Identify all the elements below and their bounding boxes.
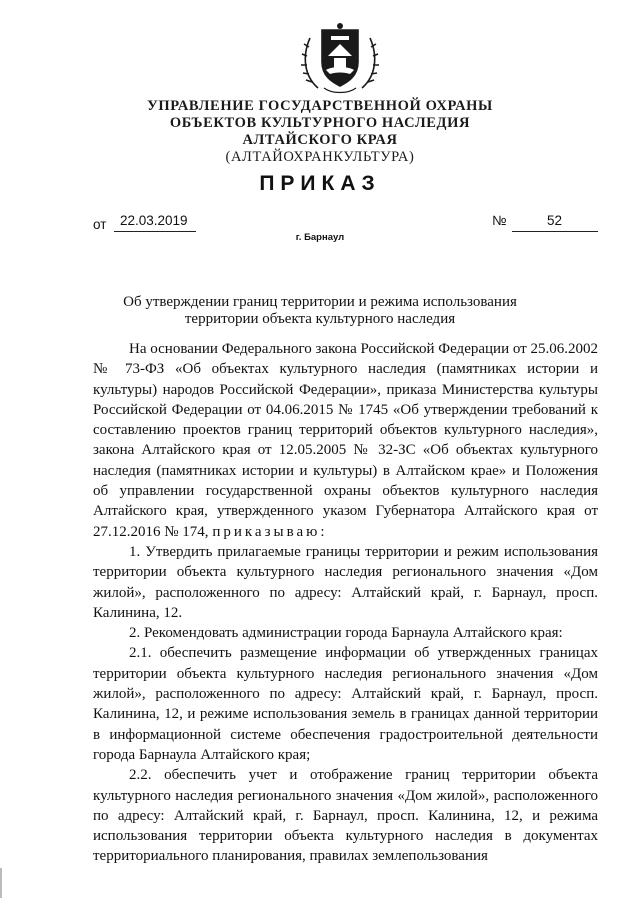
- document-body: [93, 339, 598, 867]
- item-2-1-paragraph: 2.1. обеспечить размещение информации об утвержденных границах территории объекта культурного наследия регионального значения «Дом жилой», расположенного по адресу: Алтайский край, г. Барнаул, просп. Калинина, 12, и режиме использования земель в границах данной территории в информационной системе обеспечения градостроительной деятельности города Барнаула Алтайского края;: [93, 645, 598, 763]
- scan-edge-mark: [0, 868, 2, 898]
- subject-line-2: территории объекта культурного наследия: [184, 311, 456, 327]
- agency-short-name: (АЛТАЙОХРАНКУЛЬТУРА): [225, 149, 415, 165]
- date-prefix: от: [93, 217, 107, 232]
- number-prefix: №: [492, 213, 507, 228]
- document-date: 22.03.2019: [120, 213, 188, 228]
- city-label: г. Барнаул: [295, 232, 345, 243]
- agency-name-line-1: УПРАВЛЕНИЕ ГОСУДАРСТВЕННОЙ ОХРАНЫ: [147, 98, 493, 114]
- item-1-paragraph: 1. Утвердить прилагаемые границы территории и режим использования территории объекта культурного наследия регионального значения «Дом жилой», расположенного по адресу: Алтайский край, г. Барнаул, просп. Калинина, 12.: [93, 543, 598, 621]
- agency-name-line-3: АЛТАЙСКОГО КРАЯ: [242, 132, 398, 148]
- document-type-title: ПРИКАЗ: [259, 172, 381, 195]
- order-word: приказываю:: [212, 523, 328, 540]
- agency-name-line-2: ОБЪЕКТОВ КУЛЬТУРНОГО НАСЛЕДИЯ: [169, 115, 471, 131]
- coat-of-arms-emblem-icon: [298, 18, 382, 96]
- preamble-text: На основании Федерального закона Российской Федерации от 25.06.2002 № 73-ФЗ «Об объектах культурного наследия (памятниках истории и культуры) народов Российской Федерации», приказа Министерства культуры Российской Федерации от 04.06.2015 № 1745 «Об утверждении требований к составлению проектов границ территорий объектов культурного наследия», закона Алтайского края от 12.05.2005 № 32-ЗС «Об объектах культурного наследия (памятниках истории и культуры) в Алтайском крае» и Положения об управлении государственной охраны объектов культурного наследия Алтайского края, утвержденного указом Губернатора Алтайского края от 27.12.2016 № 174,: [93, 341, 598, 540]
- preamble-paragraph: [93, 339, 598, 542]
- subject-line-1: Об утверждении границ территории и режима использования: [123, 294, 517, 310]
- item-2-2-paragraph: 2.2. обеспечить учет и отображение границ территории объекта культурного наследия регионального значения «Дом жилой», расположенного по адресу: Алтайский край, г. Барнаул, просп. Калинина, 12, и режима использования территории объекта культурного наследия в документах территориального планирования, правилах землепользования: [93, 767, 598, 865]
- item-2-paragraph: 2. Рекомендовать администрации города Барнаула Алтайского края:: [129, 625, 563, 642]
- document-number: 52: [547, 213, 563, 228]
